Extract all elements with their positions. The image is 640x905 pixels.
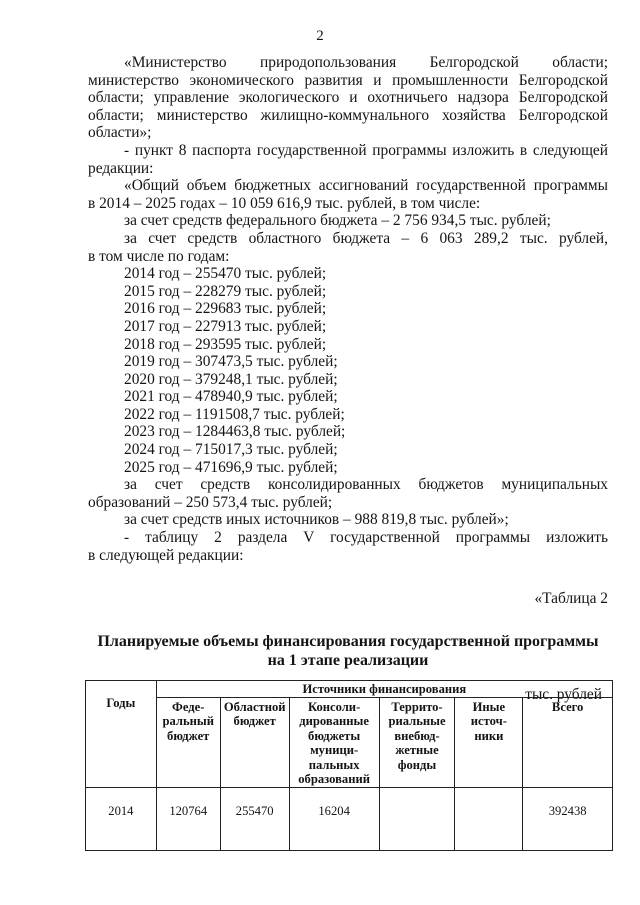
cell-other <box>455 787 523 850</box>
header-territorial-line: внебюд- <box>394 728 440 743</box>
paragraph-federal: за счет средств федерального бюджета – 2 756 934,5 тыс. рублей; <box>124 212 551 230</box>
paragraph-ministries-line5: области»; <box>88 124 152 142</box>
header-municipal-line: бюджеты <box>308 728 361 743</box>
table-header-row <box>86 681 613 698</box>
year-line: 2022 год – 1191508,7 тыс. рублей; <box>124 405 345 423</box>
year-line: 2025 год – 471696,9 тыс. рублей; <box>124 458 338 476</box>
cell-regional: 255470 <box>220 787 289 850</box>
paragraph-municipal-line1: за счет средств консолидированных бюджетов муниципальных <box>124 476 608 494</box>
cell-municipal: 16204 <box>289 787 379 850</box>
paragraph-item8-line1: - пункт 8 паспорта государственной программы изложить в следующей <box>124 141 608 159</box>
year-line: 2018 год – 293595 тыс. рублей; <box>124 335 327 353</box>
header-regional <box>220 697 289 787</box>
header-regional-line: Областной <box>223 699 286 714</box>
year-line: 2020 год – 379248,1 тыс. рублей; <box>124 370 338 388</box>
paragraph-ministries-line2: министерство экономического развития и промышленности Белгородской <box>88 71 608 89</box>
cell-year: 2014 <box>86 787 157 850</box>
paragraph-total-line1: «Общий объем бюджетных ассигнований государственной программы <box>124 177 608 195</box>
paragraph-table2-line1: - таблицу 2 раздела V государственной программы изложить <box>124 529 608 547</box>
paragraph-ministries-line4: области; министерство жилищно-коммунального хозяйства Белгородской <box>88 106 608 124</box>
header-municipal-line: муници- <box>310 743 359 757</box>
table-reference: «Таблица 2 <box>534 590 608 608</box>
paragraph-table2-line2: в следующей редакции: <box>88 546 244 564</box>
page-number: 2 <box>316 28 324 44</box>
header-financing-sources: Источники финансирования <box>156 681 612 698</box>
header-territorial-line: риальные <box>388 714 446 728</box>
header-regional-line: бюджет <box>233 714 276 728</box>
cell-total: 392438 <box>523 787 613 850</box>
header-other-line: источ- <box>470 714 507 728</box>
year-line: 2017 год – 227913 тыс. рублей; <box>124 317 327 335</box>
header-municipal-line: Консоли- <box>307 699 361 714</box>
header-municipal-line: дированные <box>299 714 369 728</box>
paragraph-item8-line2: редакции: <box>88 159 154 177</box>
header-years: Годы <box>86 681 157 788</box>
header-territorial-line: Террито- <box>391 699 443 714</box>
year-line: 2024 год – 715017,3 тыс. рублей; <box>124 441 338 459</box>
header-federal-line: бюджет <box>167 728 210 743</box>
table-row <box>86 787 613 850</box>
year-line: 2023 год – 1284463,8 тыс. рублей; <box>124 423 346 441</box>
document-body <box>88 54 608 703</box>
cell-territorial <box>379 787 455 850</box>
paragraph-other-sources: за счет средств иных источников – 988 819,8 тыс. рублей»; <box>124 511 509 529</box>
header-territorial-line: фонды <box>397 757 437 772</box>
header-federal-line: ральный <box>162 714 214 728</box>
paragraph-total-line2: в 2014 – 2025 годах – 10 059 616,9 тыс. рублей, в том числе: <box>88 194 481 212</box>
year-line: 2014 год – 255470 тыс. рублей; <box>124 265 327 283</box>
header-federal-line: Феде- <box>172 699 205 714</box>
year-line: 2021 год – 478940,9 тыс. рублей; <box>124 388 338 406</box>
header-municipal-line: образований <box>298 772 370 786</box>
table-subheader-row <box>86 697 613 787</box>
paragraph-regional-line2: в том числе по годам: <box>88 247 230 265</box>
paragraph-ministries-line3: области; управление экологического и охотничьего надзора Белгородской <box>88 89 608 107</box>
header-other-line: Иные <box>472 699 506 714</box>
table-title-line2: на 1 этапе реализации <box>267 651 429 669</box>
header-total: Всего <box>523 697 613 787</box>
cell-federal: 120764 <box>156 787 220 850</box>
paragraph-municipal-line2: образований – 250 573,4 тыс. рублей; <box>88 493 333 511</box>
year-line: 2019 год – 307473,5 тыс. рублей; <box>124 353 338 371</box>
header-other-line: ники <box>474 728 504 743</box>
header-other <box>455 697 523 787</box>
year-line: 2015 год – 228279 тыс. рублей; <box>124 282 327 300</box>
header-municipal <box>289 697 379 787</box>
header-federal <box>156 697 220 787</box>
paragraph-regional-line1: за счет средств областного бюджета – 6 063 289,2 тыс. рублей, <box>124 229 608 247</box>
table-unit: тыс. рублей <box>525 685 602 703</box>
table-title-line1: Планируемые объемы финансирования государственной программы <box>97 632 599 650</box>
header-territorial-line: жетные <box>395 743 439 757</box>
financing-table <box>85 680 613 851</box>
paragraph-ministries-line1: «Министерство природопользования Белгородской области; <box>124 54 608 71</box>
header-territorial <box>379 697 455 787</box>
year-line: 2016 год – 229683 тыс. рублей; <box>124 300 327 318</box>
header-municipal-line: пальных <box>308 757 360 772</box>
